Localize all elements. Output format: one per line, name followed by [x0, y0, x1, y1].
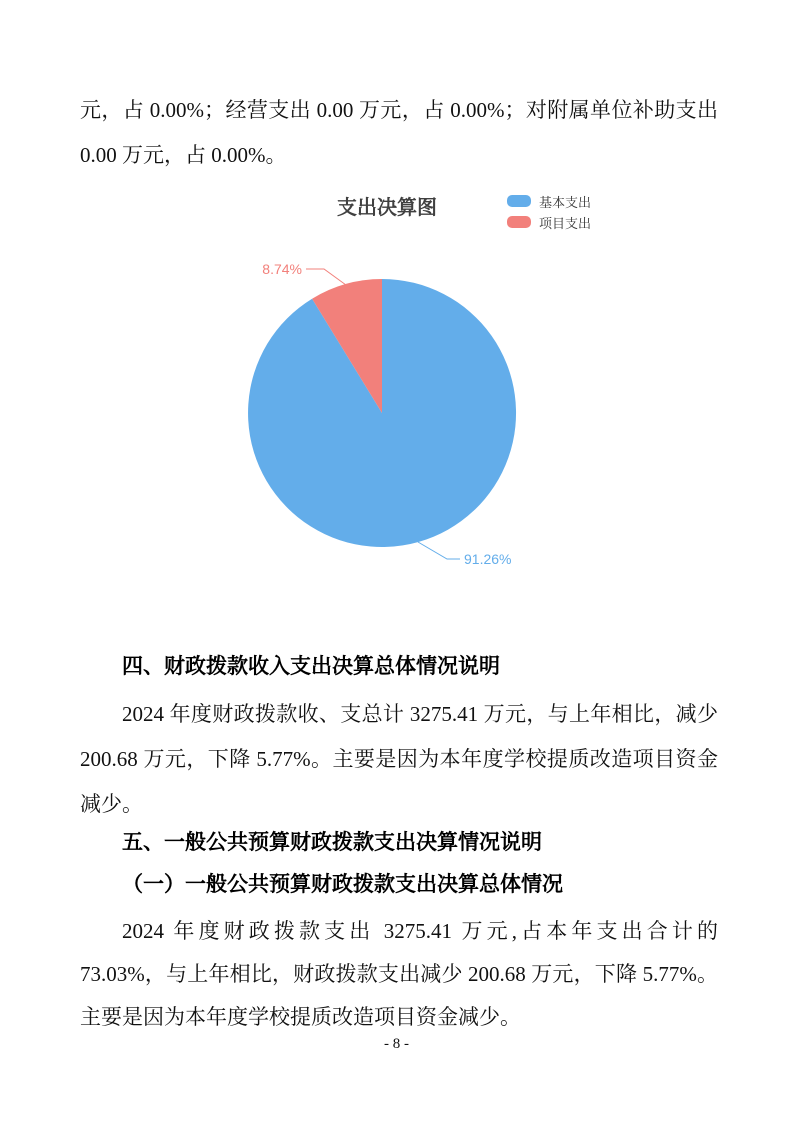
legend-label-project: 项目支出 [539, 215, 592, 231]
chart-title: 支出决算图 [337, 197, 437, 219]
pie-chart-svg [200, 240, 580, 585]
legend-item-basic [507, 194, 591, 208]
section-four-paragraph: 2024 年度财政拨款收、支总计 3275.41 万元，与上年相比，减少 200.68 万元，下降 5.77%。主要是因为本年度学校提质改造项目资金减少。 [80, 702, 718, 816]
pie-label-basic: 91.26% [464, 551, 512, 567]
page-number: - 8 - [384, 1036, 409, 1052]
section-five-subheading: （一）一般公共预算财政拨款支出决算总体情况 [122, 872, 563, 896]
intro-paragraph: 元，占 0.00%；经营支出 0.00 万元，占 0.00%；对附属单位补助支出 0.00 万元，占 0.00%。 [80, 98, 718, 167]
pie-slice-basic [248, 279, 516, 547]
legend-label-basic: 基本支出 [539, 194, 592, 210]
legend-item-project [507, 215, 591, 229]
section-five-heading: 五、一般公共预算财政拨款支出决算情况说明 [122, 830, 542, 854]
section-four-heading: 四、财政拨款收入支出决算总体情况说明 [122, 654, 500, 678]
leader-line-project [306, 269, 346, 285]
chart-legend [507, 194, 591, 236]
legend-swatch-project [507, 216, 531, 228]
pie-chart [200, 240, 580, 585]
pie-label-project: 8.74% [262, 261, 302, 277]
legend-swatch-basic [507, 195, 531, 207]
leader-line-basic [418, 542, 460, 559]
section-five-paragraph: 2024 年度财政拨款支出 3275.41 万元,占本年支出合计的 73.03%，与上年相比，财政拨款支出减少 200.68 万元，下降 5.77%。主要是因为本年度学校提质改造项目资金减少。 [80, 919, 718, 1029]
